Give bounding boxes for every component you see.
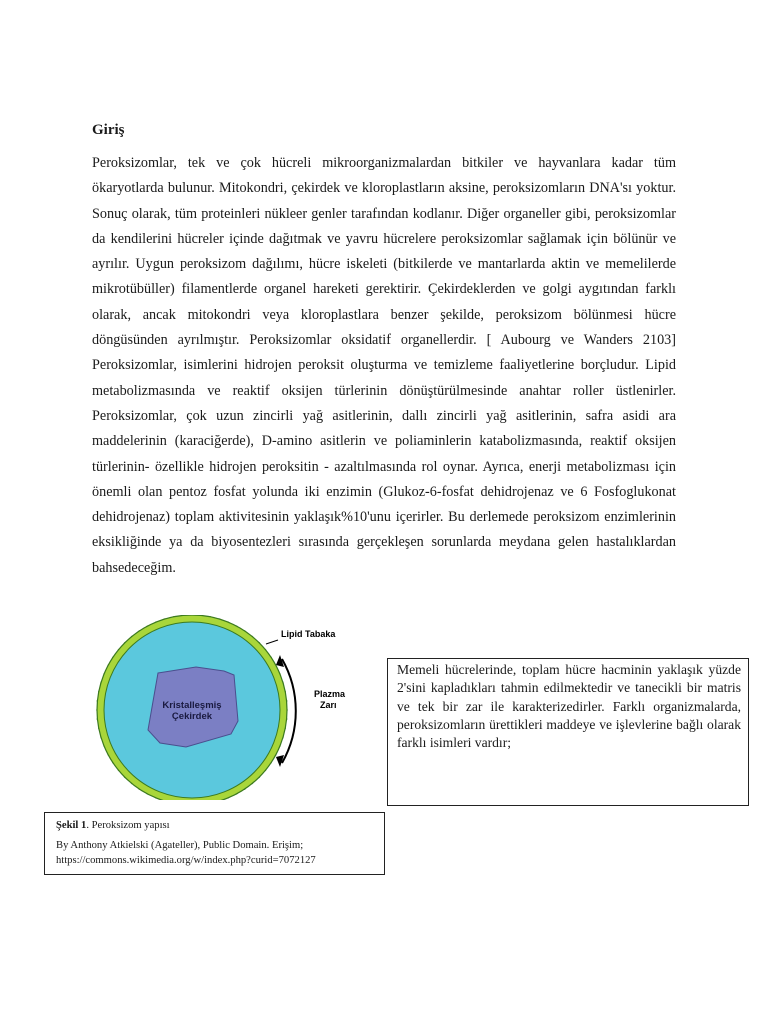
caption-source-line1: By Anthony Atkielski (Agateller), Public Domain. Erişim;	[56, 840, 304, 851]
plasma-label-line2: Zarı	[320, 700, 337, 710]
lipid-label: Lipid Tabaka	[281, 629, 336, 639]
core-label-line1: Kristalleşmiş	[162, 700, 222, 711]
caption-source-line2: https://commons.wikimedia.org/w/index.php?curid=7072127	[56, 854, 316, 866]
peroxisome-diagram	[88, 615, 370, 800]
lipid-pointer-line	[266, 640, 278, 644]
figure-caption	[44, 812, 385, 875]
caption-title-line	[56, 819, 376, 833]
peroxisome-figure	[88, 615, 370, 800]
body-paragraph: Peroksizomlar, tek ve çok hücreli mikroorganizmalardan bitkiler ve hayvanlara kadar tüm ökaryotlarda bulunur. Mitokondri, çekirdek ve kloroplastların aksine, peroksizomların DNA'sı yoktur. Sonuç olarak, tüm proteinleri nükleer genler tarafından kodlanır. Diğer organeller gibi, peroksizomlar da kendilerini hücreler içinde dağıtmak ve yavru hücrelere peroksizomlar sağlamak için bölünür ve ayrılır. Uygun peroksizom dağılımı, hücre iskeleti (bitkilerde ve mantarlarda aktin ve memelilerde mikrotübüller) filamentlerde organel hareketi gerektirir. Çekirdeklerden ve golgi aygıtından farklı olarak, ancak mitokondri veya kloroplastlara benzer şekilde, peroksizom bölünmesi hücre döngüsünden ayrılmıştır. Peroksizomlar oksidatif organellerdir. [ Aubourg ve Wanders 2103] Peroksizomlar, isimlerini hidrojen peroksit oluşturma ve temizleme faaliyetlerine borçludur. Lipid metabolizmasında ve reaktif oksijen türlerinin dönüştürülmesinde anahtar roller üstlenirler. Peroksizomlar, çok uzun zincirli yağ asitlerinin, dallı zincirli yağ asitlerinin, safra asidi ara maddelerinin (karaciğerde), D-amino asitlerin ve poliaminlerin katabolizmasında, reaktif oksijen türlerinin- özellikle hidrojen peroksitin - azaltılmasında rol oynar. Ayrıca, enerji metabolizması için önemli olan pentoz fosfat yolunda iki enzimin (Glukoz-6-fosfat dehidrojenaz ve 6 Fosfoglukonat dehidrojenaz) toplam aktivitesinin yaklaşık%10'unu içerirler. Bu derlemede peroksizom enzimlerinin eksikliğinde ya da biyosentezleri sırasında gerçekleşen sorunlarda meydana gelen hastalıklardan bahsedeceğim.	[92, 155, 676, 576]
caption-title: . Peroksizom yapısı	[86, 820, 170, 831]
caption-label: Şekil 1	[56, 820, 87, 831]
info-box: Memeli hücrelerinde, toplam hücre hacminin yaklaşık yüzde 2'sini kapladıkları tahmin edilmektedir ve tanecikli bir matris ve tek bir zar ile karakterizedirler. Farklı organizmalarda, peroksizomların ürettikleri maddeye ve işlevlerine bağlı olarak farklı isimleri vardır;	[387, 658, 749, 806]
section-heading: Giriş	[92, 122, 125, 138]
plasma-label-line1: Plazma	[314, 689, 346, 699]
core-label-line2: Çekirdek	[171, 711, 213, 722]
